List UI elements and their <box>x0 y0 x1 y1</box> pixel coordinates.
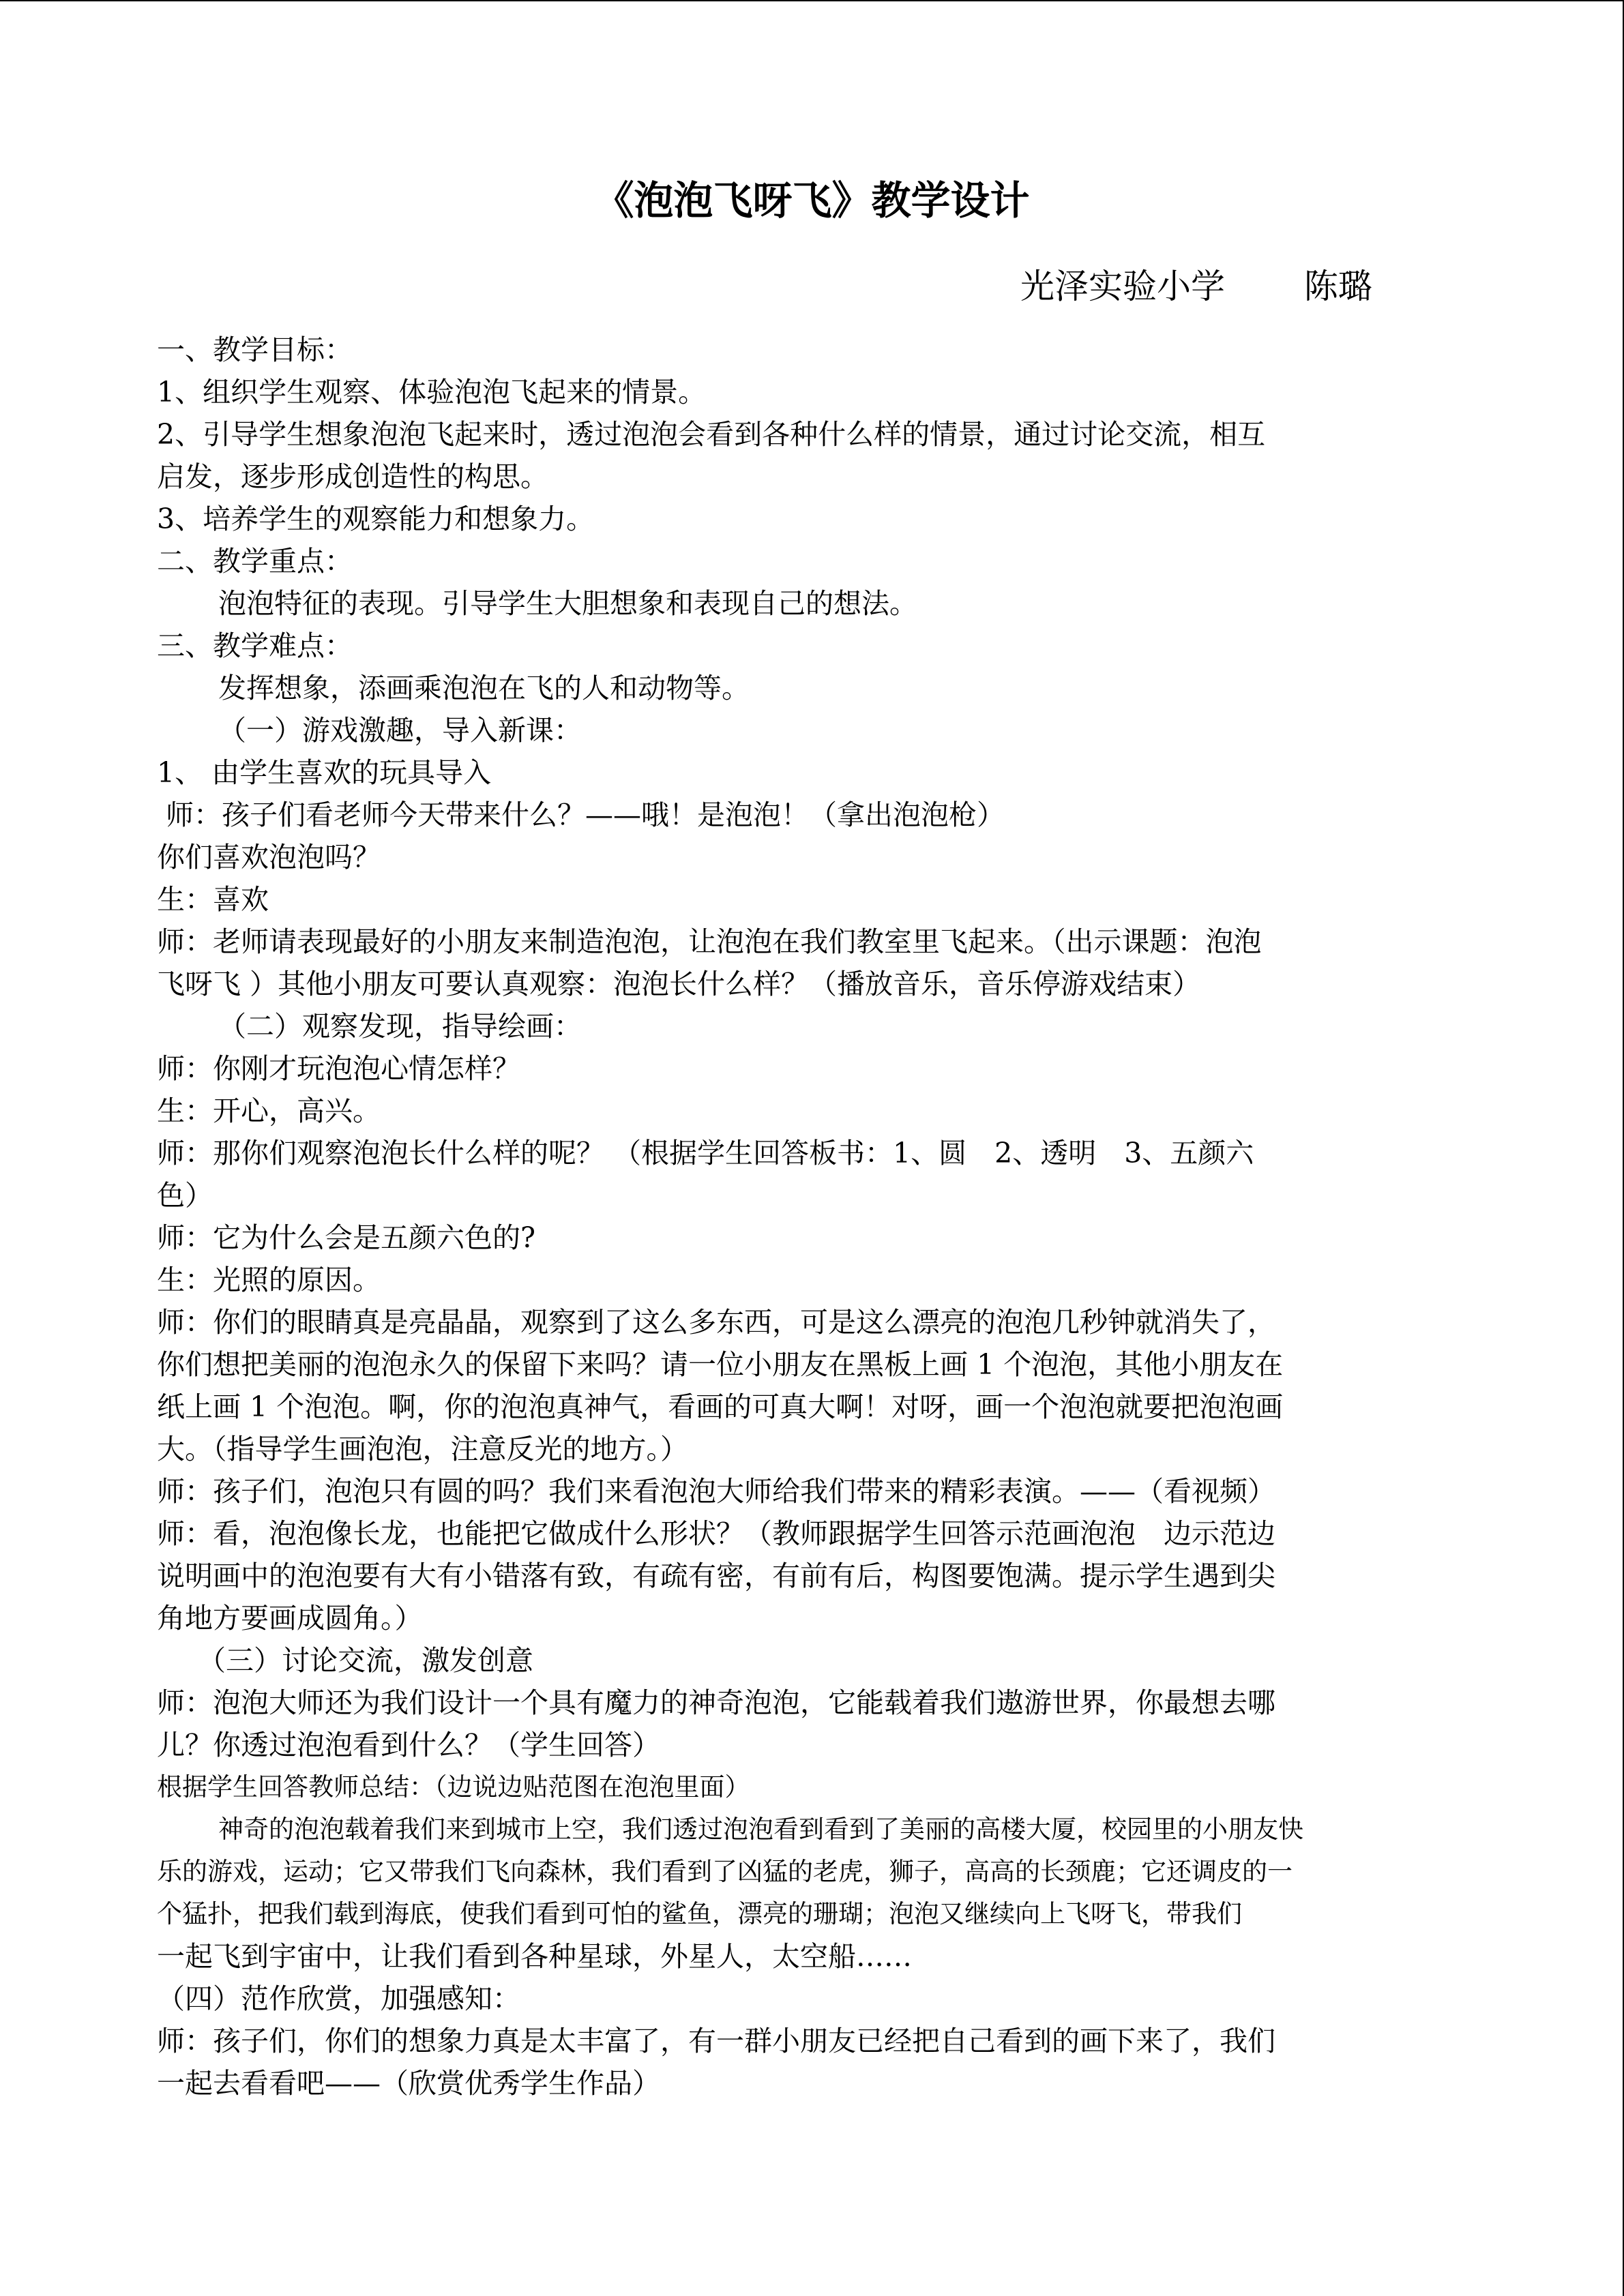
step-heading-2: （二）观察发现，指导绘画： <box>218 1010 582 1043</box>
text-line: 纸上画 1 个泡泡。啊，你的泡泡真神气，看画的可真大啊！对呀，画一个泡泡就要把泡泡画 <box>157 1390 1284 1423</box>
text-line: 儿？你透过泡泡看到什么？（学生回答） <box>157 1729 660 1761</box>
text-line: 角地方要画成圆角。） <box>157 1602 423 1635</box>
section-heading-key-points: 二、教学重点： <box>157 545 353 578</box>
dialogue-line: 生：开心，高兴。 <box>157 1094 381 1127</box>
dialogue-line: 师：你们的眼睛真是亮晶晶，观察到了这么多东西，可是这么漂亮的泡泡几秒钟就消失了， <box>157 1306 1275 1339</box>
text-line: 3、培养学生的观察能力和想象力。 <box>157 503 595 535</box>
section-heading-objectives: 一、教学目标： <box>157 333 353 366</box>
step-heading-1: （一）游戏激趣，导入新课： <box>218 714 582 747</box>
dialogue-line: 师：它为什么会是五颜六色的? <box>157 1221 535 1254</box>
dialogue-line: 师：孩子们，泡泡只有圆的吗？我们来看泡泡大师给我们带来的精彩表演。——（看视频） <box>157 1475 1275 1508</box>
text-line: 乐的游戏，运动；它又带我们飞向森林，我们看到了凶猛的老虎，狮子，高高的长颈鹿；它还调皮的一 <box>157 1857 1293 1886</box>
dialogue-line: 师：孩子们看老师今天带来什么？——哦！是泡泡！（拿出泡泡枪） <box>157 799 1005 831</box>
text-line: 1、组织学生观察、体验泡泡飞起来的情景。 <box>157 376 707 408</box>
dialogue-line: 一起去看看吧——（欣赏优秀学生作品） <box>157 2067 660 2100</box>
step-heading-3: （三）讨论交流，激发创意 <box>198 1644 533 1677</box>
dialogue-line: 师：看，泡泡像长龙，也能把它做成什么形状？（教师跟据学生回答示范画泡泡 边示范边 <box>157 1517 1275 1550</box>
text-line: 你们喜欢泡泡吗？ <box>157 841 381 874</box>
text-line: 启发，逐步形成创造性的构思。 <box>157 460 548 493</box>
text-line: 一起飞到宇宙中，让我们看到各种星球，外星人，太空船…… <box>157 1940 912 1973</box>
dialogue-line: 师：泡泡大师还为我们设计一个具有魔力的神奇泡泡，它能载着我们遨游世界，你最想去哪 <box>157 1686 1275 1719</box>
text-line: 个猛扑，把我们载到海底，使我们看到可怕的鲨鱼，漂亮的珊瑚；泡泡又继续向上飞呀飞，带我们 <box>157 1899 1242 1928</box>
text-line: 说明画中的泡泡要有大有小错落有致，有疏有密，有前有后，构图要饱满。提示学生遇到尖 <box>157 1560 1275 1592</box>
author-byline: 光泽实验小学 陈璐 <box>1020 267 1372 306</box>
text-line: 发挥想象，添画乘泡泡在飞的人和动物等。 <box>218 672 750 704</box>
text-line: 1、 由学生喜欢的玩具导入 <box>157 756 492 789</box>
text-line: 大。（指导学生画泡泡，注意反光的地方。） <box>157 1433 688 1465</box>
step-heading-4: 师：孩子们，你们的想象力真是太丰富了，有一群小朋友已经把自己看到的画下来了，我们 <box>157 2025 1275 2057</box>
text-line: 根据学生回答教师总结：（边说边贴范图在泡泡里面） <box>157 1772 750 1802</box>
dialogue-line: 生：喜欢 <box>157 883 269 916</box>
text-line: 色） <box>157 1179 213 1212</box>
dialogue-line: 师：你刚才玩泡泡心情怎样？ <box>157 1052 520 1085</box>
text-line: （四）范作欣赏，加强感知： <box>157 1982 520 2015</box>
document-title: 《泡泡飞呀飞》教学设计 <box>594 177 1030 224</box>
dialogue-line: 师：那你们观察泡泡长什么样的呢？ （根据学生回答板书：1、圆 2、透明 3、五颜六 <box>157 1137 1254 1169</box>
text-line: 飞呀飞 ）其他小朋友可要认真观察：泡泡长什么样？（播放音乐，音乐停游戏结束） <box>157 968 1201 1000</box>
dialogue-line: 生：光照的原因。 <box>157 1264 381 1296</box>
dialogue-line: 师：老师请表现最好的小朋友来制造泡泡，让泡泡在我们教室里飞起来。（出示课题：泡泡 <box>157 925 1262 958</box>
text-line: 神奇的泡泡载着我们来到城市上空，我们透过泡泡看到看到了美丽的高楼大厦，校园里的小朋友快 <box>218 1815 1303 1844</box>
text-line <box>157 2104 1480 2147</box>
text-line: 2、引导学生想象泡泡飞起来时，透过泡泡会看到各种什么样的情景，通过讨论交流，相互 <box>157 418 1266 451</box>
document-body <box>157 329 1480 2147</box>
text-line: 泡泡特征的表现。引导学生大胆想象和表现自己的想法。 <box>218 587 917 620</box>
section-heading-difficulties: 三、教学难点： <box>157 629 353 662</box>
text-line: 你们想把美丽的泡泡永久的保留下来吗？请一位小朋友在黑板上画 1 个泡泡，其他小朋友在 <box>157 1348 1284 1381</box>
